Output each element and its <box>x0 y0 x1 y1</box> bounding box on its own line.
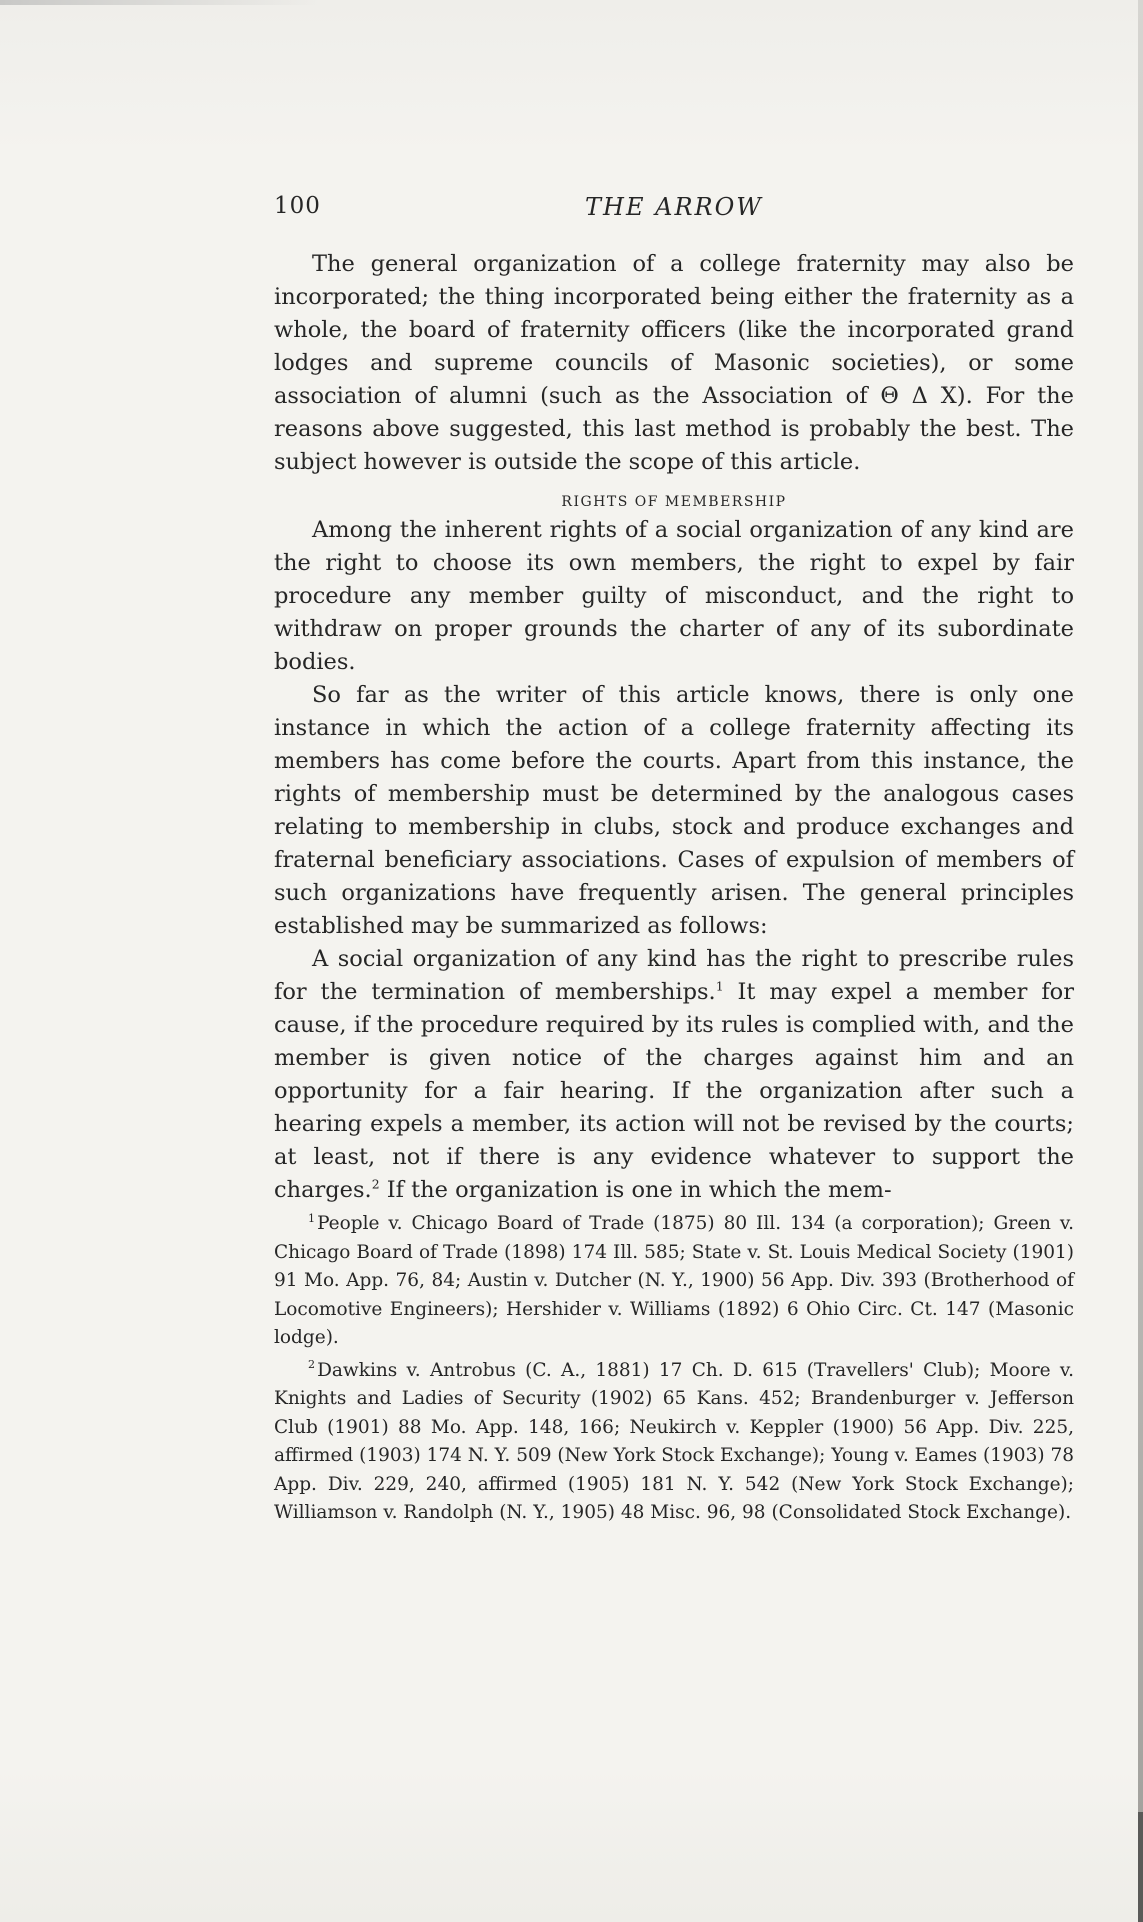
paragraph-text-part: It may expel a member for cause, if the procedure required by its rules is complied with, and the member is given notice of the charges against him and an opportunity for a fair hearing. If the organization after such a hearing expels a member, its action will not be revised by the courts; at least, not if there is any evidence whatever to support the charges. <box>274 979 1074 1203</box>
paragraph-text-part: A social organization of any kind has the right to prescribe rules for the termination of memberships. <box>274 946 1074 1005</box>
paragraph-text-part: If the organization is one in which the mem- <box>379 1177 892 1203</box>
footnote-ref-1: 1 <box>715 979 724 994</box>
page-number: 100 <box>274 193 321 219</box>
scan-edge-top <box>0 0 320 5</box>
footnote-1 <box>274 1210 1074 1353</box>
paragraph-court-cases: So far as the writer of this article knows, there is only one instance in which the action of a college fraternity affecting its members has come before the courts. Apart from this instance, the rights of membership must be determined by the analogous cases relating to membership in clubs, stock and produce exchanges and fraternal beneficiary associations. Cases of expulsion of members of such organizations have frequently arisen. The general principles established may be summarized as follows: <box>274 682 1074 939</box>
footnote-2 <box>274 1357 1074 1528</box>
scan-edge-mark <box>1138 1812 1143 1922</box>
footnotes <box>274 1210 1074 1528</box>
page-content <box>274 193 1074 1532</box>
footnote-ref-2: 2 <box>371 1177 380 1192</box>
section-heading: RIGHTS OF MEMBERSHIP <box>561 494 787 510</box>
paragraph-incorporation: The general organization of a college fraternity may also be incorporated; the thing incorporated being either the fraternity as a whole, the board of fraternity officers (like the incorporated grand lodges and supreme councils of Masonic societies), or some association of alumni (such as the Association of Θ Δ Χ). For the reasons above suggested, this last method is probably the best. The subject however is outside the scope of this article. <box>274 251 1074 475</box>
paragraph-termination-rules <box>274 943 1074 1207</box>
footnote-mark: 1 <box>308 1211 316 1225</box>
running-title: THE ARROW <box>585 193 763 221</box>
paragraph-inherent-rights: Among the inherent rights of a social organization of any kind are the right to choose its own members, the right to expel by fair procedure any member guilty of misconduct, and the right to withdraw on proper grounds the charter of any of its subordinate bodies. <box>274 517 1074 675</box>
footnote-mark: 2 <box>308 1358 316 1372</box>
footnote-text: Dawkins v. Antrobus (C. A., 1881) 17 Ch. D. 615 (Travellers' Club); Moore v. Knights and Ladies of Security (1902) 65 Kans. 452; Brandenburger v. Jefferson Club (1901) 88 Mo. App. 148, 166; Neukirch v. Keppler (1900) 56 App. Div. 225, affirmed (1903) 174 N. Y. 509 (New York Stock Exchange); Young v. Eames (1903) 78 App. Div. 229, 240, affirmed (1905) 181 N. Y. 542 (New York Stock Exchange); Williamson v. Randolph (N. Y., 1905) 48 Misc. 96, 98 (Consolidated Stock Exchange). <box>274 1359 1074 1523</box>
scan-edge-right <box>1138 0 1143 1922</box>
running-header <box>274 193 1074 229</box>
footnote-text: People v. Chicago Board of Trade (1875) 80 Ill. 134 (a corporation); Green v. Chicago Board of Trade (1898) 174 Ill. 585; State v. St. Louis Medical Society (1901) 91 Mo. App. 76, 84; Austin v. Dutcher (N. Y., 1900) 56 App. Div. 393 (Brotherhood of Locomotive Engineers); Hershider v. Williams (1892) 6 Ohio Circ. Ct. 147 (Masonic lodge). <box>274 1213 1074 1348</box>
